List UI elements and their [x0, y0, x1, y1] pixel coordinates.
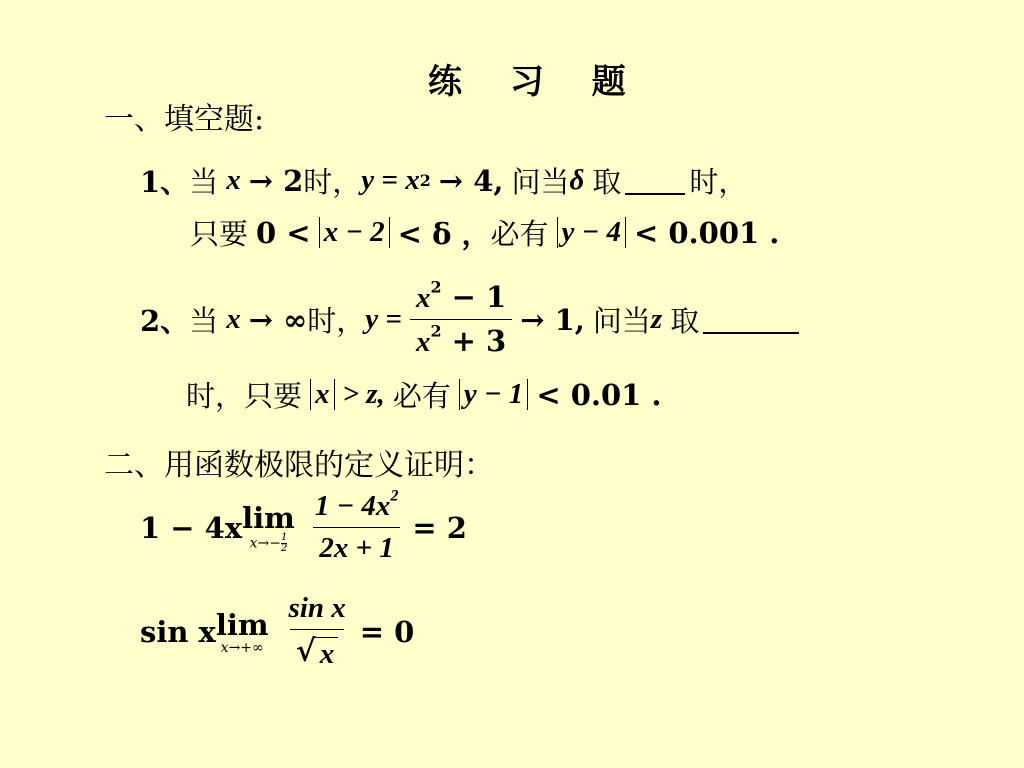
abs-x: x	[310, 379, 335, 409]
abs-y-minus-1: y − 1	[459, 379, 528, 409]
limit-value: → 1,	[520, 302, 585, 337]
answer-blank[interactable]	[625, 167, 685, 195]
text-shi: 时，	[303, 165, 362, 199]
limit-arrow: → ∞	[248, 302, 308, 337]
text-when: 当	[189, 165, 219, 199]
var-z: z	[650, 303, 663, 335]
var-x: x	[226, 303, 241, 335]
section-heading-fill-blank: 一、填空题:	[104, 102, 265, 137]
fraction	[283, 592, 352, 671]
expr-y-eq: y = x	[361, 164, 420, 196]
answer-blank[interactable]	[703, 306, 799, 334]
text-shi: 时，	[186, 379, 245, 413]
text-qu: 取	[670, 304, 700, 338]
limit-arrow: → 2	[248, 163, 304, 198]
var-x: x	[226, 164, 241, 196]
text-shi: 时，	[307, 304, 366, 338]
text-must: 必有	[392, 379, 451, 413]
limit-subscript: x→− $\frac{1}{2}$	[249, 532, 288, 554]
problem-2-line-2	[186, 374, 662, 415]
proof-question-1	[140, 487, 467, 565]
fraction-numerator: $1 - 4x^2$	[314, 487, 399, 522]
cond-left: 0 <	[256, 215, 311, 250]
problem-number: 2、	[140, 304, 190, 338]
section-heading-proof: 二、用函数极限的定义证明：	[104, 448, 494, 483]
cond-right: < δ ，	[397, 217, 491, 251]
text-ask: 问当	[511, 165, 570, 199]
lim-label: lim	[242, 501, 295, 535]
text-qu: 取	[592, 165, 622, 199]
text-only: 只要	[244, 379, 303, 413]
result-bound: < 0.001 .	[633, 215, 780, 250]
result-bound: < 0.01 .	[536, 377, 662, 412]
text-must: 必有	[490, 217, 549, 251]
abs-x-minus-2: x − 2	[319, 217, 390, 247]
fraction	[309, 487, 405, 565]
problem-number: 1、	[140, 165, 190, 199]
limit-operator	[242, 501, 295, 554]
text-ask: 问当	[592, 304, 651, 338]
cond-gt-z: > z,	[342, 378, 385, 410]
page-title: 练 习 题	[428, 62, 644, 102]
text-when: 当	[189, 304, 219, 338]
expr-y-eq: y =	[365, 303, 402, 335]
question-number: sin x	[140, 614, 216, 649]
fraction	[410, 277, 512, 359]
limit-subscript: x→+∞	[220, 639, 264, 656]
problem-2-line-1	[140, 277, 803, 359]
limit-value: → 4,	[438, 163, 504, 198]
proof-question-2	[140, 592, 414, 671]
problem-1-line-2	[190, 212, 779, 253]
text-only: 只要	[190, 217, 249, 251]
problem-1-line-1: 1、 当 x → 2 时， y = x 2 → 4, 问当 δ 取 时，	[140, 160, 747, 201]
fraction-denominator	[290, 629, 344, 671]
equals-value: = 2	[412, 510, 467, 545]
question-number: 1 − 4x	[140, 510, 243, 545]
sqrt-icon: √ x	[296, 637, 338, 671]
fraction-numerator: sin x	[288, 592, 346, 624]
fraction-denominator: 2x + 1	[313, 527, 400, 565]
fraction-numerator: $x^2 - 1$	[415, 277, 507, 314]
var-delta: δ	[569, 164, 585, 196]
lim-label: lim	[215, 607, 269, 642]
limit-operator	[216, 608, 269, 656]
equals-value: = 0	[359, 614, 415, 649]
abs-y-minus-4: y − 4	[557, 217, 626, 247]
text-shi-2: 时，	[689, 165, 748, 199]
fraction-denominator: $x^2 + 3$	[410, 319, 512, 359]
